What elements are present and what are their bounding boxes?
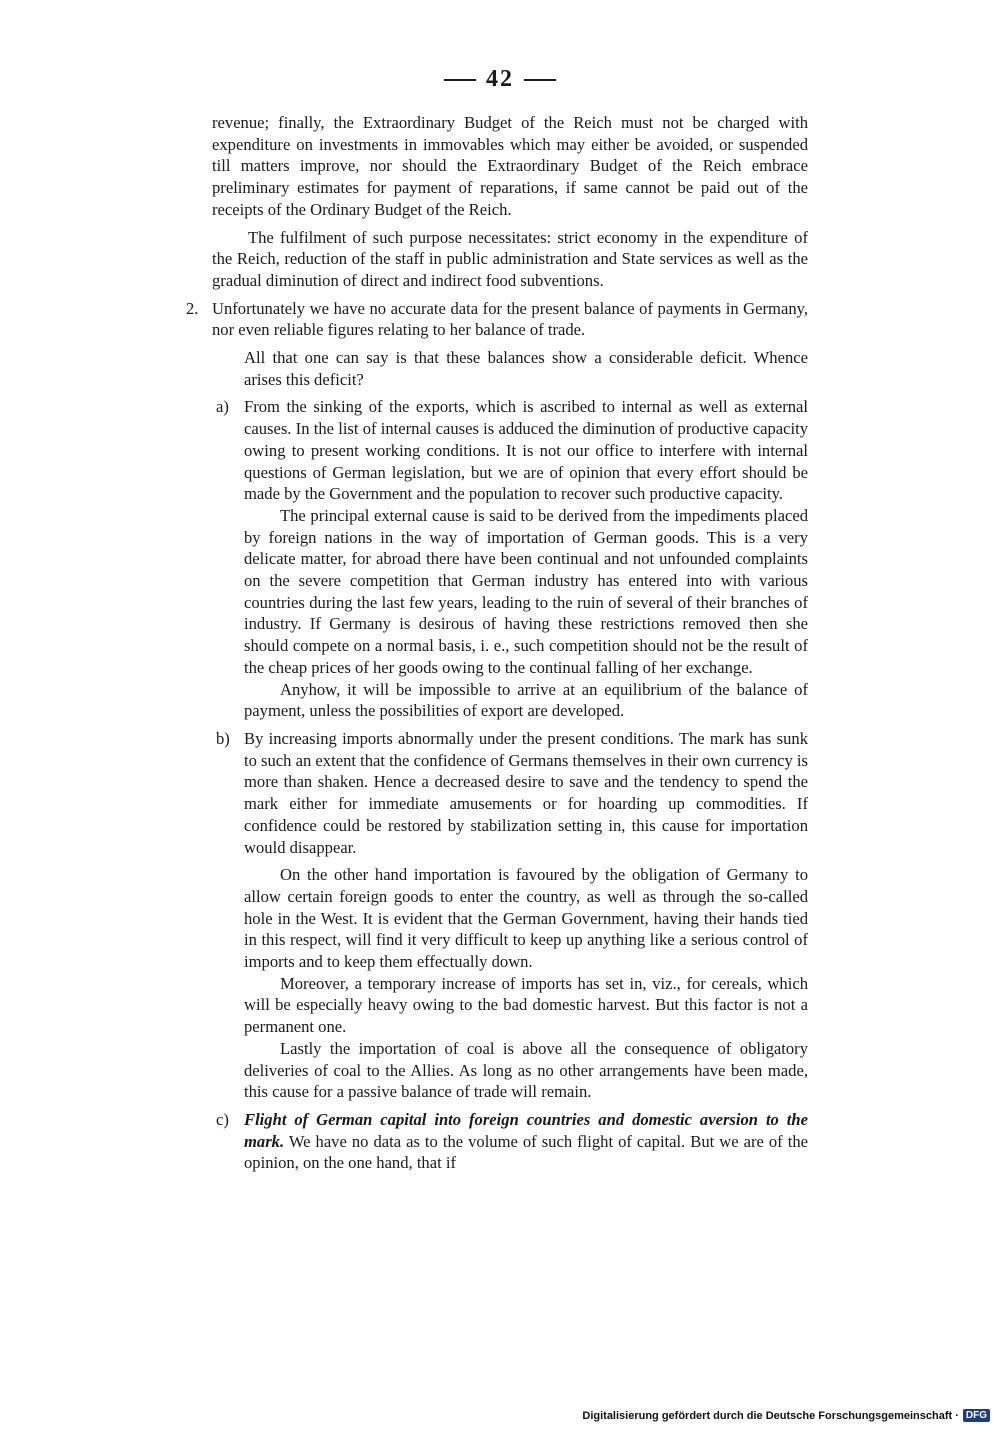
- item-a: [216, 396, 808, 722]
- paragraph-1: revenue; finally, the Extraordinary Budget of the Reich must not be charged with expenditure on investments in immovables which may either be avoided, or suspended till matters improve, nor should the Extraordinary Budget of the Reich embrace preliminary estimates for payment of reparations, if same cannot be paid out of the receipts of the Ordinary Budget of the Reich.: [212, 113, 808, 219]
- item-c-heading: Flight of German capital into foreign countries and domestic aversion to the mark.: [244, 1109, 808, 1151]
- footer-text: Digitalisierung gefördert durch die Deutsche Forschungsgemeinschaft ·: [582, 1409, 959, 1422]
- dfg-logo: DFG: [963, 1409, 990, 1422]
- item-number: 2.: [186, 298, 199, 318]
- item-b-para-3: Moreover, a temporary increase of imports has set in, viz., for cereals, which will be especially heavy owing to the bad domestic harvest. But this factor is not a permanent one.: [244, 973, 808, 1037]
- digitization-footer: [582, 1409, 990, 1422]
- item-b-para-2: On the other hand importation is favoured by the obligation of Germany to allow certain foreign goods to enter the country, as well as through the so-called hole in the West. It is evident that the German Government, having their hands tied in this respect, will find it very difficult to keep up anything like a serious control of imports and to keep them effectually down.: [244, 865, 808, 972]
- item-a-para-3: Anyhow, it will be impossible to arrive at an equilibrium of the balance of payment, unless the possibilities of export are developed.: [244, 679, 808, 721]
- item-a-mark: a): [216, 397, 229, 417]
- item-a-para-2: The principal external cause is said to be derived from the impediments placed by foreign nations in the way of importation of German goods. This is a very delicate matter, for abroad there have been continual and not unfounded complaints on the severe competition that German industry has entered into with various countries during the last few years, leading to the ruin of several of their branches of industry. If Germany is desirous of having these restrictions removed then she should compete on a normal basis, i. e., such competition should not be the result of the cheap prices of her goods owing to the continual falling of her exchange.: [244, 505, 808, 677]
- item-b-mark: b): [216, 728, 230, 748]
- paragraph-3: All that one can say is that these balances show a considerable deficit. Whence arises this deficit?: [244, 348, 808, 389]
- item-c-text: We have no data as to the volume of such flight of capital. But we are of the opinion, on the one hand, that if: [244, 1131, 808, 1173]
- item-b-para-4: Lastly the importation of coal is above all the consequence of obligatory deliveries of coal to the Allies. As long as no other arrangements have been made, this cause for a passive balance of trade will remain.: [244, 1038, 808, 1102]
- dash-right: [524, 79, 556, 81]
- dash-left: [444, 79, 476, 81]
- page-number: 42: [0, 66, 1000, 93]
- item-a-para-1: From the sinking of the exports, which is ascribed to internal as well as external causes. In the list of internal causes is adduced the diminution of productive capacity owing to present working conditions. It is not our office to interfere with internal questions of German legislation, but we are of opinion that every effort should be made by the Government and the population to recover such productive capacity.: [244, 397, 808, 504]
- item-b-para-1: By increasing imports abnormally under the present conditions. The mark has sunk to such an extent that the confidence of Germans themselves in their own currency is more than shaken. Hence a decreased desire to save and the tendency to spend the mark either for immediate amusements or for hoarding up commodities. If confidence could be restored by stabilization setting in, this cause for importation would disappear.: [244, 728, 809, 857]
- item-2-text: Unfortunately we have no accurate data for the present balance of payments in Germany, nor even reliable figures relating to her balance of trade.: [212, 298, 808, 340]
- document-body: [180, 112, 808, 1174]
- item-b: [216, 728, 809, 1103]
- numbered-item-2: [186, 298, 808, 341]
- item-c-mark: c): [216, 1109, 229, 1129]
- item-c: [216, 1109, 808, 1174]
- item-c-para: [244, 1109, 808, 1174]
- paragraph-2: The fulfilment of such purpose necessitates: strict economy in the expenditure of the Reich, reduction of the staff in public administration and State services as well as the gradual diminution of direct and indirect food subventions.: [212, 227, 808, 290]
